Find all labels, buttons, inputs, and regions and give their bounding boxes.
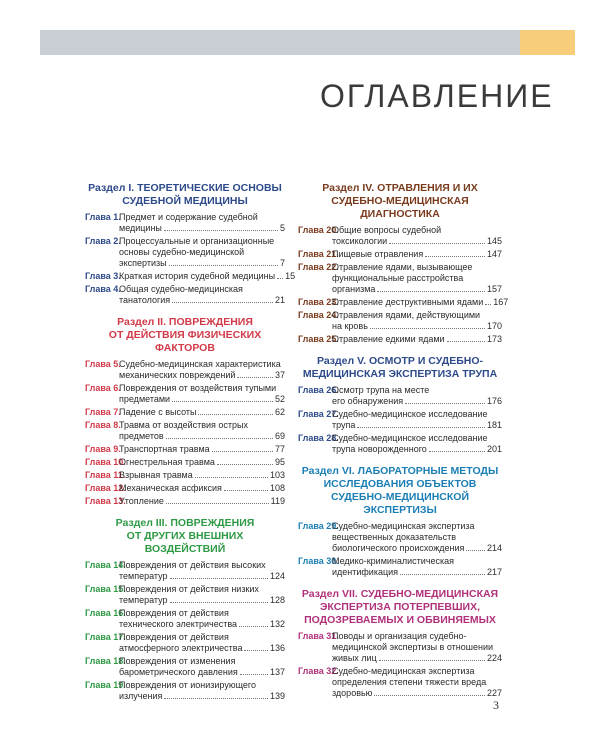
chapter-title-line: Процессуальные и организационные	[119, 236, 275, 246]
toc-entry[interactable]	[85, 212, 285, 234]
dot-leader	[224, 490, 268, 491]
toc-entry[interactable]	[298, 225, 502, 247]
chapter-title	[332, 521, 502, 554]
chapter-page-number: 77	[274, 444, 285, 454]
toc-entry[interactable]	[298, 521, 502, 554]
toc-entry[interactable]	[85, 284, 285, 306]
chapter-title-line: на кровь	[332, 321, 368, 331]
chapter-title	[119, 444, 285, 455]
chapter-title	[332, 262, 502, 295]
chapter-title-line: Судебно-медицинская экспертиза	[332, 521, 475, 531]
chapter-label: Глава 27.	[298, 409, 339, 419]
chapter-label: Глава 24.	[298, 310, 339, 320]
chapter-title-line: Отравление деструктивными ядами	[332, 297, 484, 307]
dot-leader	[172, 302, 273, 303]
chapter-label: Глава 2.	[85, 236, 121, 246]
section-title: Раздел IV. ОТРАВЛЕНИЯ И ИХ СУДЕБНО-МЕДИЦИНСКАЯ ДИАГНОСТИКА	[322, 182, 478, 220]
dot-leader	[379, 660, 485, 661]
dot-leader	[244, 650, 268, 651]
chapter-page-number: 128	[269, 595, 285, 605]
chapter-title-line: вещественных доказательств	[332, 532, 457, 542]
chapter-title	[119, 457, 285, 468]
chapter-title	[332, 631, 502, 664]
chapter-label: Глава 23.	[298, 297, 339, 307]
chapter-page-number: 95	[274, 457, 285, 467]
toc-entry[interactable]	[85, 407, 285, 418]
chapter-title-line: Общие вопросы судебной	[332, 225, 442, 235]
toc-entry[interactable]	[298, 249, 502, 260]
chapter-title	[119, 560, 285, 582]
dot-leader	[172, 401, 273, 402]
chapter-title	[119, 496, 285, 507]
chapter-title-line: Взрывная травма	[119, 470, 193, 480]
toc-entry[interactable]	[298, 385, 502, 407]
chapter-title-line: предметами	[119, 394, 171, 404]
chapter-page-number: 137	[269, 667, 285, 677]
toc-entry[interactable]	[298, 556, 502, 578]
chapter-title	[332, 310, 502, 332]
toc-entry[interactable]	[85, 483, 285, 494]
toc-column-left	[85, 182, 296, 712]
chapter-title-line: Предмет и содержание судебной	[119, 212, 258, 222]
dot-leader	[389, 243, 485, 244]
toc-entry[interactable]	[298, 666, 502, 699]
toc-entry[interactable]	[85, 632, 285, 654]
chapter-title-line: трупа новорожденного	[332, 444, 427, 454]
page-number: 3	[493, 698, 499, 712]
dot-leader	[400, 574, 485, 575]
chapter-title-line: атмосферного электричества	[119, 643, 243, 653]
chapter-title-line: трупа	[332, 420, 356, 430]
chapter-page-number: 167	[493, 297, 509, 307]
chapter-label: Глава 10.	[85, 457, 126, 467]
toc-section	[298, 355, 502, 455]
dot-leader	[195, 477, 268, 478]
chapter-title-line: Повреждения от ионизирующего	[119, 680, 256, 690]
toc-entry[interactable]	[298, 433, 502, 455]
chapter-page-number: 224	[486, 653, 502, 663]
chapter-label: Глава 22.	[298, 262, 339, 272]
chapter-label: Глава 19.	[85, 680, 126, 690]
chapter-label: Глава 9.	[85, 444, 121, 454]
chapter-label: Глава 3.	[85, 271, 121, 281]
chapter-page-number: 5	[279, 223, 285, 233]
chapter-page-number: 69	[274, 431, 285, 441]
dot-leader	[170, 578, 268, 579]
toc-entry[interactable]	[298, 310, 502, 332]
chapter-title-line: живых лиц	[332, 653, 377, 663]
dot-leader	[277, 278, 283, 279]
chapter-page-number: 21	[274, 295, 285, 305]
chapter-title-line: Краткая история судебной медицины	[119, 271, 276, 281]
chapter-page-number: 145	[486, 236, 502, 246]
chapter-title-line: медицины	[119, 223, 162, 233]
chapter-label: Глава 29.	[298, 521, 339, 531]
toc-entry[interactable]	[85, 444, 285, 455]
chapter-title-line: Осмотр трупа на месте	[332, 385, 430, 395]
dot-leader	[357, 427, 485, 428]
dot-leader	[198, 414, 273, 415]
chapter-title-line: механических повреждений	[119, 370, 236, 380]
chapter-title-line: Транспортная травма	[119, 444, 210, 454]
toc-section	[85, 316, 285, 507]
toc-entry[interactable]	[298, 334, 502, 345]
chapter-page-number: 176	[486, 396, 502, 406]
toc-entry[interactable]	[298, 631, 502, 664]
chapter-title-line: основы судебно-медицинской	[119, 247, 245, 257]
dot-leader	[212, 451, 273, 452]
chapter-page-number: 132	[269, 619, 285, 629]
chapter-title-line: Общая судебно-медицинская	[119, 284, 243, 294]
dot-leader	[170, 602, 268, 603]
chapter-title	[332, 409, 502, 431]
dot-leader	[166, 503, 269, 504]
dot-leader	[447, 341, 485, 342]
chapter-title-line: организма	[332, 284, 376, 294]
chapter-title-line: определения степени тяжести вреда	[332, 677, 487, 687]
chapter-title-line: Механическая асфиксия	[119, 483, 222, 493]
chapter-title-line: Огнестрельная травма	[119, 457, 215, 467]
toc-section	[298, 465, 502, 578]
toc-entry[interactable]	[85, 383, 285, 405]
chapter-title	[119, 359, 285, 381]
chapter-title	[332, 433, 502, 455]
chapter-title	[332, 297, 509, 308]
chapter-title-line: Травма от воздействия острых	[119, 420, 249, 430]
dot-leader	[429, 451, 485, 452]
chapter-label: Глава 20.	[298, 225, 339, 235]
chapter-title-line: экспертизы	[119, 258, 167, 268]
chapter-label: Глава 30.	[298, 556, 339, 566]
chapter-title-line: барометрического давления	[119, 667, 238, 677]
dot-leader	[166, 438, 273, 439]
chapter-label: Глава 32.	[298, 666, 339, 676]
chapter-label: Глава 28.	[298, 433, 339, 443]
chapter-page-number: 15	[285, 271, 296, 281]
chapter-title	[119, 483, 285, 494]
chapter-page-number: 139	[269, 691, 285, 701]
chapter-page-number: 52	[274, 394, 285, 404]
chapter-label: Глава 15.	[85, 584, 126, 594]
dot-leader	[237, 377, 273, 378]
dot-leader	[425, 256, 485, 257]
chapter-title-line: медицинской экспертизы в отношении	[332, 642, 493, 652]
header-bar	[40, 30, 520, 55]
toc-entry[interactable]	[85, 608, 285, 630]
chapter-label: Глава 4.	[85, 284, 121, 294]
toc-entry[interactable]	[85, 680, 285, 702]
dot-leader	[164, 230, 278, 231]
chapter-page-number: 201	[486, 444, 502, 454]
dot-leader	[239, 626, 268, 627]
chapter-title	[332, 385, 502, 407]
chapter-title-line: Пищевые отравления	[332, 249, 424, 259]
section-title: Раздел VII. СУДЕБНО-МЕДИЦИНСКАЯ ЭКСПЕРТИЗА ПОТЕРПЕВШИХ, ПОДОЗРЕВАЕМЫХ И ОБВИНЯЕМЫХ	[301, 588, 499, 626]
chapter-label: Глава 6.	[85, 383, 121, 393]
chapter-title-line: Судебно-медицинское исследование	[332, 433, 488, 443]
chapter-label: Глава 7.	[85, 407, 121, 417]
toc-section	[298, 588, 502, 699]
chapter-page-number: 108	[269, 483, 285, 493]
chapter-label: Глава 16.	[85, 608, 126, 618]
chapter-title-line: Судебно-медицинская характеристика	[119, 359, 281, 369]
chapter-title	[119, 407, 285, 418]
toc-entry[interactable]	[298, 262, 502, 295]
dot-leader	[466, 550, 485, 551]
chapter-title-line: функциональные расстройства	[332, 273, 464, 283]
chapter-page-number: 136	[269, 643, 285, 653]
chapter-title-line: идентификация	[332, 567, 399, 577]
dot-leader	[169, 265, 278, 266]
chapter-title-line: Повреждения от действия низких	[119, 584, 259, 594]
chapter-title	[119, 420, 285, 442]
chapter-label: Глава 5.	[85, 359, 121, 369]
chapter-title	[119, 632, 285, 654]
chapter-title-line: Повреждения от воздействия тупыми	[119, 383, 277, 393]
chapter-label: Глава 21.	[298, 249, 339, 259]
chapter-label: Глава 13.	[85, 496, 126, 506]
chapter-title	[119, 271, 296, 282]
dot-leader	[240, 674, 268, 675]
dot-leader	[485, 304, 491, 305]
chapter-page-number: 181	[486, 420, 502, 430]
chapter-page-number: 217	[486, 567, 502, 577]
chapter-page-number: 103	[269, 470, 285, 480]
chapter-title-line: Отравления ядами, действующими	[332, 310, 481, 320]
toc-entry[interactable]	[85, 420, 285, 442]
chapter-title-line: Судебно-медицинское исследование	[332, 409, 488, 419]
page-title: ОГЛАВЛЕНИЕ	[320, 78, 554, 114]
toc-entry[interactable]	[85, 496, 285, 507]
chapter-title	[332, 556, 502, 578]
chapter-label: Глава 17.	[85, 632, 126, 642]
chapter-title-line: биологического происхождения	[332, 543, 465, 553]
chapter-label: Глава 1.	[85, 212, 121, 222]
chapter-title-line: Отравление едкими ядами	[332, 334, 445, 344]
section-title: Раздел I. ТЕОРЕТИЧЕСКИЕ ОСНОВЫ СУДЕБНОЙ МЕДИЦИНЫ	[88, 182, 282, 207]
toc-section	[85, 182, 296, 306]
toc-entry[interactable]	[85, 656, 285, 678]
chapter-label: Глава 14.	[85, 560, 126, 570]
toc-entry[interactable]	[85, 359, 285, 381]
chapter-title	[119, 470, 285, 481]
chapter-title	[119, 383, 285, 405]
chapter-title	[119, 284, 285, 306]
chapter-page-number: 147	[486, 249, 502, 259]
chapter-title-line: технического электричества	[119, 619, 238, 629]
chapter-page-number: 173	[486, 334, 502, 344]
chapter-title	[119, 608, 285, 630]
chapter-title-line: танатология	[119, 295, 171, 305]
chapter-label: Глава 18.	[85, 656, 126, 666]
dot-leader	[217, 464, 273, 465]
chapter-page-number: 62	[274, 407, 285, 417]
chapter-page-number: 227	[486, 688, 502, 698]
chapter-title	[332, 225, 502, 247]
chapter-page-number: 170	[486, 321, 502, 331]
chapter-page-number: 119	[270, 496, 285, 506]
chapter-title-line: токсикологии	[332, 236, 388, 246]
chapter-title-line: Повреждения от действия	[119, 632, 229, 642]
chapter-label: Глава 11.	[85, 470, 126, 480]
toc-entry[interactable]	[85, 560, 285, 582]
chapter-title	[332, 249, 502, 260]
chapter-label: Глава 31.	[298, 631, 339, 641]
toc-column-right	[298, 182, 509, 709]
chapter-title	[119, 584, 285, 606]
chapter-title	[119, 656, 285, 678]
chapter-title-line: предметов	[119, 431, 164, 441]
chapter-title-line: Повреждения от действия	[119, 608, 229, 618]
chapter-title	[332, 666, 502, 699]
toc-entry[interactable]	[85, 271, 296, 282]
section-title: Раздел III. ПОВРЕЖДЕНИЯ ОТ ДРУГИХ ВНЕШНИХ ВОЗДЕЙСТВИЙ	[115, 517, 255, 555]
chapter-title-line: Падение с высоты	[119, 407, 197, 417]
chapter-title-line: Поводы и организация судебно-	[332, 631, 467, 641]
section-title: Раздел II. ПОВРЕЖДЕНИЯ ОТ ДЕЙСТВИЯ ФИЗИЧЕСКИХ ФАКТОРОВ	[108, 316, 262, 354]
chapter-label: Глава 25.	[298, 334, 339, 344]
chapter-title	[119, 236, 285, 269]
chapter-title-line: температур	[119, 595, 168, 605]
chapter-title-line: Утопление	[119, 496, 164, 506]
toc-entry[interactable]	[85, 584, 285, 606]
chapter-label: Глава 12.	[85, 483, 126, 493]
header-accent-block	[520, 30, 575, 55]
chapter-title-line: Медико-криминалистическая	[332, 556, 455, 566]
chapter-title-line: Судебно-медицинская экспертиза	[332, 666, 475, 676]
toc-entry[interactable]	[298, 409, 502, 431]
chapter-page-number: 157	[486, 284, 502, 294]
chapter-title-line: Повреждения от изменения	[119, 656, 236, 666]
section-title: Раздел VI. ЛАБОРАТОРНЫЕ МЕТОДЫ ИССЛЕДОВАНИЯ ОБЪЕКТОВ СУДЕБНО-МЕДИЦИНСКОЙ ЭКСПЕРТИЗЫ	[301, 465, 499, 516]
dot-leader	[405, 403, 485, 404]
chapter-page-number: 7	[279, 258, 285, 268]
toc-section	[85, 517, 285, 702]
chapter-title-line: Отравление ядами, вызывающее	[332, 262, 473, 272]
chapter-label: Глава 8.	[85, 420, 121, 430]
dot-leader	[377, 291, 485, 292]
dot-leader	[164, 698, 268, 699]
chapter-title-line: излучения	[119, 691, 163, 701]
toc-entry[interactable]	[85, 470, 285, 481]
chapter-page-number: 124	[269, 571, 285, 581]
dot-leader	[374, 695, 485, 696]
toc-entry[interactable]	[85, 457, 285, 468]
section-title: Раздел V. ОСМОТР И СУДЕБНО- МЕДИЦИНСКАЯ ЭКСПЕРТИЗА ТРУПА	[302, 355, 498, 380]
dot-leader	[370, 328, 485, 329]
chapter-title	[119, 680, 285, 702]
chapter-label: Глава 26.	[298, 385, 339, 395]
chapter-title-line: температур	[119, 571, 168, 581]
toc-entry[interactable]	[298, 297, 509, 308]
chapter-title	[332, 334, 502, 345]
chapter-title-line: Повреждения от действия высоких	[119, 560, 266, 570]
chapter-title	[119, 212, 285, 234]
chapter-page-number: 214	[486, 543, 502, 553]
toc-section	[298, 182, 509, 345]
chapter-title-line: здоровью	[332, 688, 373, 698]
toc-entry[interactable]	[85, 236, 285, 269]
chapter-page-number: 37	[274, 370, 285, 380]
chapter-title-line: его обнаружения	[332, 396, 404, 406]
